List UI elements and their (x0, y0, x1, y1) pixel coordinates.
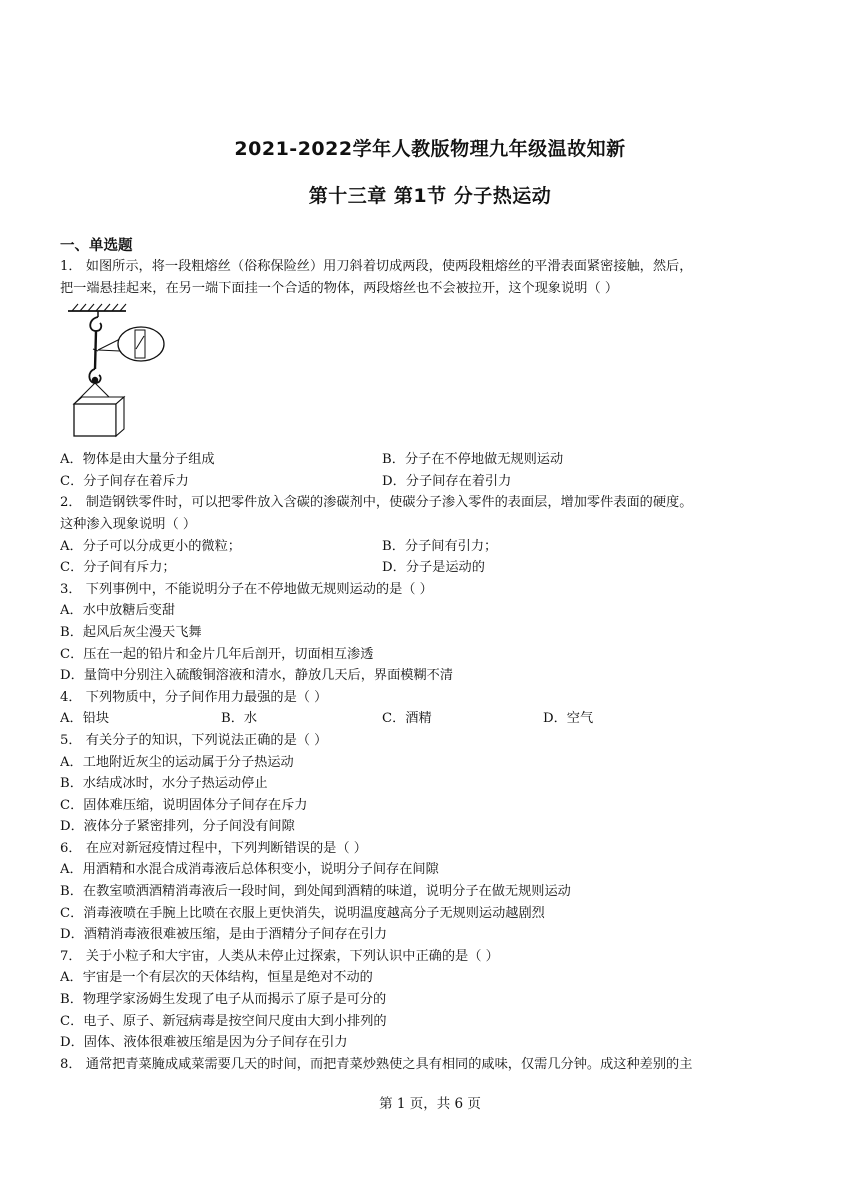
option-b[interactable]: B．水 (221, 711, 258, 727)
option-b[interactable]: B．起风后灰尘漫天飞舞 (60, 624, 202, 640)
option-b[interactable]: B．分子间有引力； (382, 538, 498, 554)
option-d[interactable]: D．固体、液体很难被压缩是因为分子间存在引力 (60, 1035, 348, 1051)
question-stem: 把一端悬挂起来，在另一端下面挂一个合适的物体，两段熔丝也不会被拉开，这个现象说明（ ） (60, 280, 619, 296)
option-b[interactable]: B．水结成冰时，水分子热运动停止 (60, 776, 268, 792)
document-title: 2021-2022学年人教版物理九年级温故知新 (234, 138, 626, 160)
option-a[interactable]: A．铅块 (60, 711, 110, 727)
option-row (60, 536, 840, 558)
fuse-hanging-figure (66, 303, 186, 439)
option-d[interactable]: D．分子间存在着引力 (382, 473, 512, 489)
option-b[interactable]: B．物理学家汤姆生发现了电子从而揭示了原子是可分的 (60, 992, 387, 1008)
option-c[interactable]: C．固体难压缩，说明固体分子间存在斥力 (60, 797, 308, 813)
question-3 (60, 579, 840, 687)
question-stem: 6． 在应对新冠疫情过程中，下列判断错误的是（ ） (60, 840, 367, 856)
option-a[interactable]: A．物体是由大量分子组成 (60, 452, 215, 468)
option-a[interactable]: A．分子可以分成更小的微粒； (60, 538, 241, 554)
question-4 (60, 687, 840, 730)
question-5 (60, 730, 840, 838)
question-stem: 3． 下列事例中，不能说明分子在不停地做无规则运动的是（ ） (60, 581, 433, 597)
option-row (60, 471, 840, 493)
question-stem: 1． 如图所示，将一段粗熔丝（俗称保险丝）用刀斜着切成两段，使两段粗熔丝的平滑表面紧密接触，然后， (60, 259, 693, 274)
question-stem: 2． 制造钢铁零件时，可以把零件放入含碳的渗碳剂中，使碳分子渗入零件的表面层，增加零件表面的硬度。 (60, 495, 693, 511)
question-stem: 7． 关于小粒子和大宇宙，人类从未停止过探索，下列认识中正确的是（ ） (60, 948, 499, 964)
question-stem: 8． 通常把青菜腌成咸菜需要几天的时间，而把青菜炒熟使之具有相同的咸味，仅需几分钟。成这种差别的主 (60, 1056, 693, 1072)
question-stem: 这种渗入现象说明（ ） (60, 516, 197, 532)
option-c[interactable]: C．压在一起的铅片和金片几年后剖开，切面相互渗透 (60, 646, 374, 662)
option-row (60, 708, 840, 730)
question-stem: 5． 有关分子的知识，下列说法正确的是（ ） (60, 732, 328, 748)
question-list (60, 256, 840, 1075)
section-title: 一、单选题 (60, 238, 133, 254)
option-row (60, 557, 840, 579)
option-b[interactable]: B．分子在不停地做无规则运动 (382, 452, 564, 468)
question-stem: 4． 下列物质中，分子间作用力最强的是（ ） (60, 689, 328, 705)
question-6 (60, 838, 840, 946)
option-c[interactable]: C．酒精 (382, 711, 432, 727)
option-d[interactable]: D．空气 (543, 711, 594, 727)
option-c[interactable]: C．分子间存在着斥力 (60, 473, 189, 489)
question-1 (60, 256, 840, 492)
question-8 (60, 1054, 840, 1076)
option-c[interactable]: C．消毒液喷在手腕上比喷在衣服上更快消失，说明温度越高分子无规则运动越剧烈 (60, 905, 545, 921)
option-a[interactable]: A．宇宙是一个有层次的天体结构，恒星是绝对不动的 (60, 970, 373, 986)
option-c[interactable]: C．分子间有斥力； (60, 560, 176, 576)
option-c[interactable]: C．电子、原子、新冠病毒是按空间尺度由大到小排列的 (60, 1013, 387, 1029)
option-d[interactable]: D．酒精消毒液很难被压缩，是由于酒精分子间存在引力 (60, 927, 388, 943)
question-7 (60, 946, 840, 1054)
option-d[interactable]: D．液体分子紧密排列，分子间没有间隙 (60, 819, 295, 835)
option-row (60, 449, 840, 471)
chapter-subtitle: 第十三章 第1节 分子热运动 (308, 185, 552, 207)
question-2 (60, 492, 840, 578)
option-d[interactable]: D．分子是运动的 (382, 560, 485, 576)
option-d[interactable]: D．量筒中分别注入硫酸铜溶液和清水，静放几天后，界面模糊不清 (60, 668, 454, 684)
option-b[interactable]: B．在教室喷洒酒精消毒液后一段时间，到处闻到酒精的味道，说明分子在做无规则运动 (60, 884, 571, 900)
option-a[interactable]: A．用酒精和水混合成消毒液后总体积变小，说明分子间存在间隙 (60, 862, 439, 878)
option-a[interactable]: A．工地附近灰尘的运动属于分子热运动 (60, 754, 294, 770)
option-a[interactable]: A．水中放糖后变甜 (60, 603, 176, 619)
page-footer: 第 1 页，共 6 页 (379, 1096, 481, 1112)
